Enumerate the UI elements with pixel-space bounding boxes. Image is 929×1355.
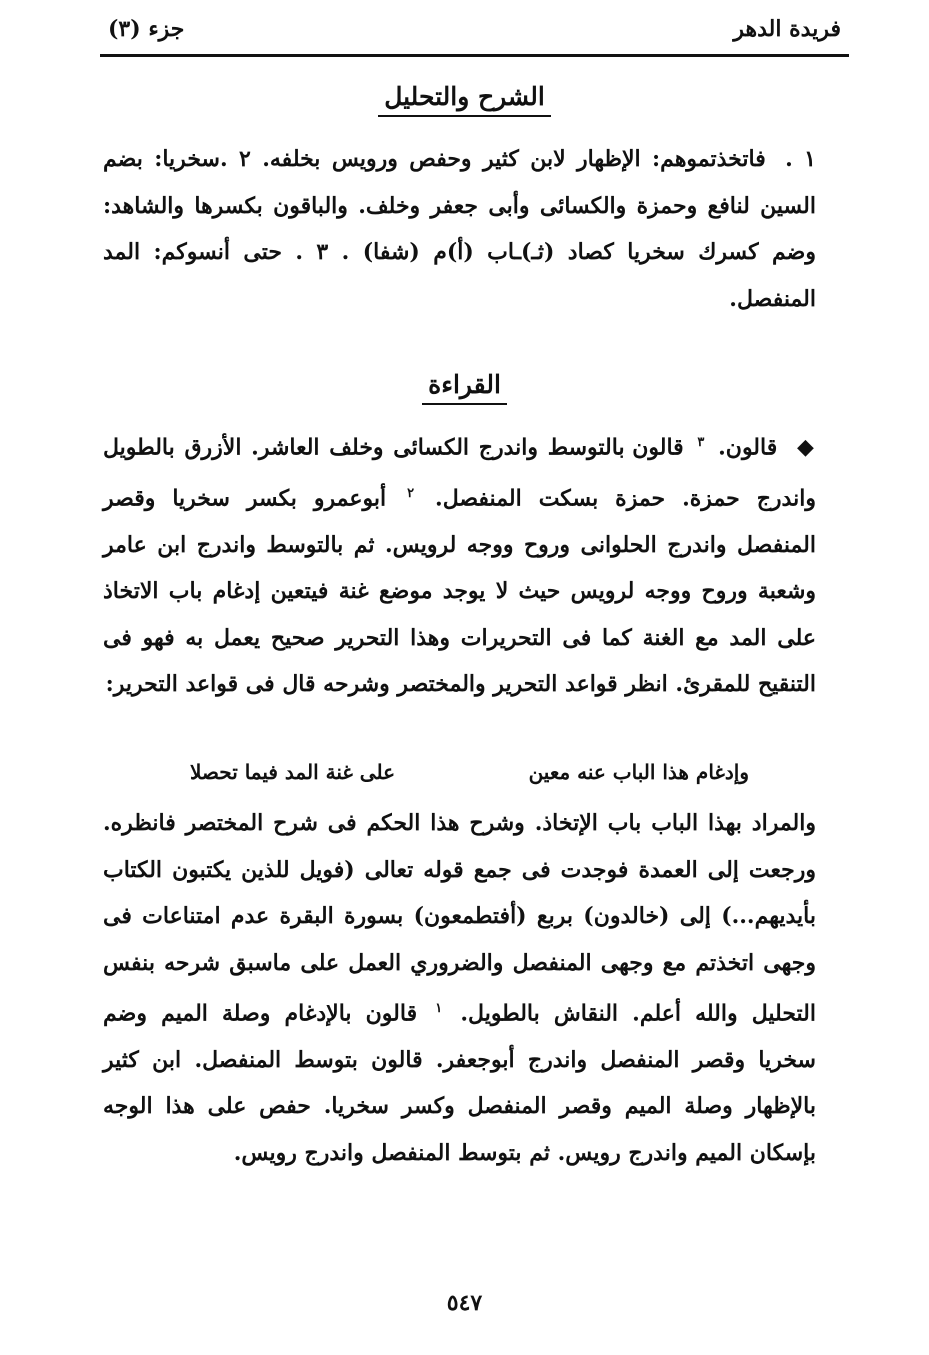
note-number: ١ .	[785, 146, 816, 172]
reading-paragraph	[103, 420, 816, 708]
book-title: فريدة الدهر	[733, 16, 841, 42]
reading-heading-text: القراءة	[422, 370, 507, 405]
explanation-paragraph	[103, 136, 816, 322]
page-number: ٥٤٧	[446, 1290, 483, 1316]
explanation-text: فاتخذتموهم: الإظهار لابن كثير وحفص ورويس بخلفه. ٢ .سخريا: بضم السين لنافع وحمزة والكسائى وأبى جعفر وخلف. والباقون بكسرها والشاهد: وضم كسرك سخريا كصاد (ثـ)ـاب (أ)م (شفا) . ٣ . حتى أنسوكم: المد المنفصل.	[103, 146, 816, 312]
explanation-heading	[0, 82, 929, 117]
reading-heading	[0, 370, 929, 405]
footnote-marker: ٢	[407, 485, 415, 501]
continuation-text-1: والمراد بهذا الباب باب الإتخاذ. وشرح هذا الحكم فى شرح المختصر فانظره. ورجعت إلى العمدة فوجدت فى جمع قوله تعالى (فويل للذين يكتبون الكتاب بأيديهم...) إلى (خالدون) بربع (أفتطمعون) بسورة البقرة عدم امتناعات فى وجهى اتخذتم مع وجهى المنفصل والضروري العمل على ماسبق شرحه بنفس التحليل والله أعلم. النقاش بالطويل.	[103, 810, 816, 1027]
footnote-marker: ١	[435, 1001, 443, 1016]
header-divider	[100, 54, 849, 57]
diamond-bullet-icon: ◆	[796, 434, 816, 461]
verse-first-half: وإدغام هذا الباب عنه معين	[528, 760, 749, 784]
continuation-paragraph	[103, 800, 816, 1176]
verse-second-half: على غنة المد فيما تحصلا	[190, 760, 396, 784]
footnote-marker: ٣	[697, 435, 705, 450]
explanation-heading-text: الشرح والتحليل	[378, 82, 551, 117]
reading-text-1: قالون.	[718, 434, 778, 461]
part-label: جزء (٣)	[108, 16, 185, 42]
reading-text-2: قالون بالتوسط واندرج الكسائى وخلف العاشر. الأزرق بالطويل واندرج حمزة. حمزة بسكت المنفصل.	[103, 434, 816, 512]
poem-verse	[190, 760, 749, 784]
reading-text-3: أبوعمرو بكسر سخريا وقصر المنفصل واندرج الحلوانى وروح ووجه لرويس. ثم بالتوسط واندرج ابن عامر وشعبة وروح ووجه لرويس حيث لا يوجد موضع غنة فيتعين إدغام باب الاتخاذ على المد مع الغنة كما فى التحريرات وهذا التحرير صحيح يعمل به فهو فى التنقيح للمقرئ. انظر قواعد التحرير والمختصر وشرحه قال فى قواعد التحرير:	[103, 485, 816, 698]
running-header	[100, 10, 841, 54]
continuation-text-2: قالون بالإدغام وصلة الميم وضم سخريا وقصر المنفصل واندرج أبوجعفر. قالون بتوسط المنفصل. ابن كثير بالإظهار وصلة الميم وقصر المنفصل وكسر سخريا. حفص على هذا الوجه بإسكان الميم واندرج رويس. ثم بتوسط المنفصل واندرج رويس.	[103, 1000, 816, 1166]
